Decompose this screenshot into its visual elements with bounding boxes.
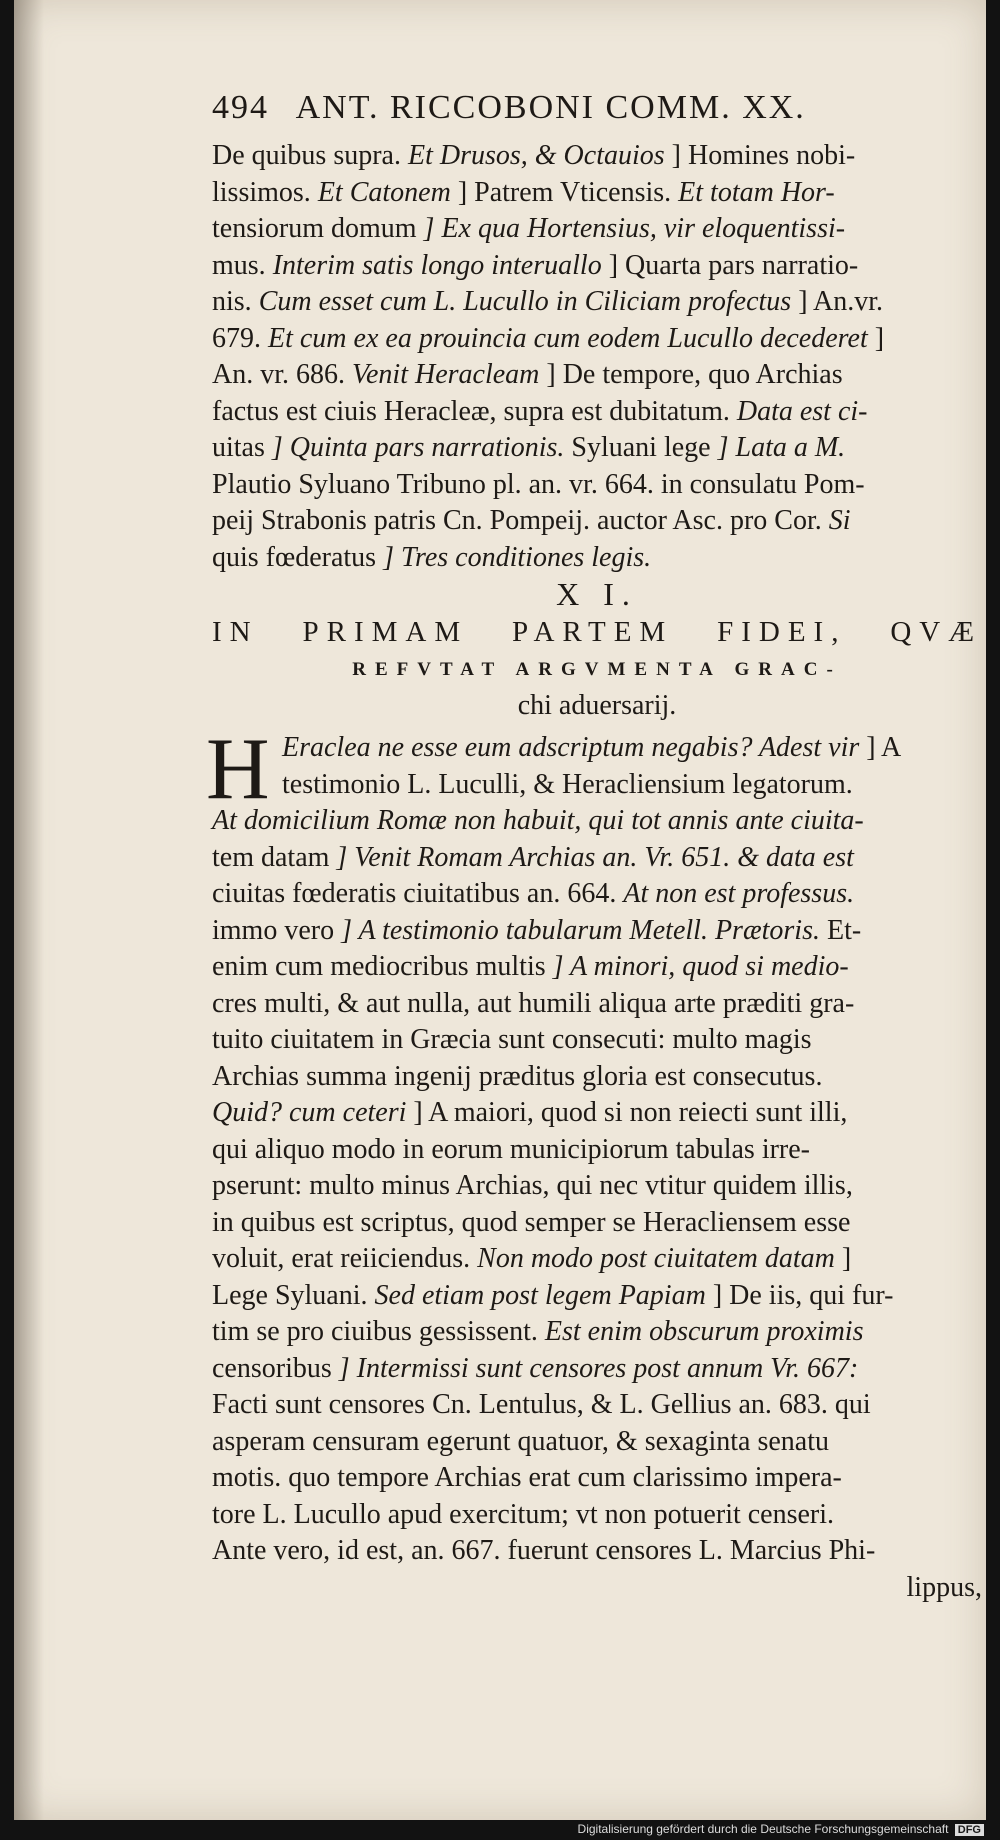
text-line: immo vero ] A testimonio tabularum Metell. Prætoris. Et- <box>212 914 862 946</box>
text-line: An. vr. 686. Venit Heracleam ] De tempore, quo Archias <box>212 359 843 390</box>
section-heading-line-2: REFVTAT ARGVMENTA GRAC- <box>352 659 842 680</box>
commentary-paragraph-2 <box>206 721 982 1606</box>
drop-cap-initial: H <box>206 721 270 818</box>
text-line: tore L. Lucullo apud exercitum; vt non potuerit censeri. <box>212 1498 835 1530</box>
running-head <box>212 88 982 128</box>
text-line: peij Strabonis patris Cn. Pompeij. auctor Asc. pro Cor. Si <box>212 505 851 536</box>
text-line: censoribus ] Intermissi sunt censores post annum Vr. 667: <box>212 1352 859 1384</box>
text-line: tensiorum domum ] Ex qua Hortensius, vir eloquentissi- <box>212 213 846 244</box>
text-line: voluit, erat reiiciendus. Non modo post ciuitatem datam ] <box>212 1243 852 1274</box>
section-number: X I. <box>556 576 638 612</box>
book-page <box>14 0 986 1820</box>
text-line: uitas ] Quinta pars narrationis. Syluani lege ] Lata a M. <box>212 432 846 463</box>
text-line: mus. Interim satis longo interuallo ] Quarta pars narratio- <box>212 249 859 281</box>
text-line: asperam censuram egerunt quatuor, & sexaginta senatu <box>212 1425 829 1457</box>
text-line: Archias summa ingenij præditus gloria est consecutus. <box>212 1060 823 1092</box>
text-line: lippus, <box>906 1571 982 1603</box>
text-line: tuito ciuitatem in Græcia sunt consecuti: multo magis <box>212 1024 812 1055</box>
text-line: Quid? cum ceteri ] A maiori, quod si non reiecti sunt illi, <box>212 1097 848 1128</box>
text-line: Plautio Syluano Tribuno pl. an. vr. 664. in consulatu Pom- <box>212 468 865 500</box>
text-line: Ante vero, id est, an. 667. fuerunt censores L. Marcius Phi- <box>212 1535 876 1566</box>
gutter-shadow <box>14 0 44 1820</box>
commentary-paragraph-1 <box>212 138 982 576</box>
text-line: tem datam ] Venit Romam Archias an. Vr. 651. & data est <box>212 841 854 873</box>
text-line: nis. Cum esset cum L. Lucullo in Ciliciam profectus ] An.vr. <box>212 286 883 317</box>
text-line: Facti sunt censores Cn. Lentulus, & L. Gellius an. 683. qui <box>212 1389 871 1420</box>
text-line: At domicilium Romæ non habuit, qui tot annis ante ciuita- <box>212 805 864 836</box>
text-line: cres multi, & aut nulla, aut humili aliqua arte præditi gra- <box>212 987 855 1019</box>
text-line: factus est ciuis Heracleæ, supra est dubitatum. Data est ci- <box>212 395 868 427</box>
text-line: quis fœderatus ] Tres conditiones legis. <box>212 541 652 573</box>
credit-text: Digitalisierung gefördert durch die Deutsche Forschungsgemeinschaft <box>577 1822 949 1836</box>
text-line: pserunt: multo minus Archias, qui nec vtitur quidem illis, <box>212 1170 853 1201</box>
text-line: Eraclea ne esse eum adscriptum negabis? Adest vir ] A <box>282 732 902 763</box>
commentary-text <box>206 138 982 1606</box>
section-heading-line-3: chi aduersarij. <box>517 690 677 721</box>
text-line: lissimos. Et Catonem ] Patrem Vticensis. Et totam Hor- <box>212 176 835 208</box>
text-line: De quibus supra. Et Drusos, & Octauios ] Homines nobi- <box>212 140 856 171</box>
text-line: in quibus est scriptus, quod semper se Heracliensem esse <box>212 1206 851 1238</box>
text-line: 679. Et cum ex ea prouincia cum eodem Lucullo decederet ] <box>212 322 885 354</box>
text-line: testimonio L. Luculli, & Heracliensium legatorum. <box>282 768 853 800</box>
digitization-credit <box>578 1822 984 1836</box>
text-line: Lege Syluani. Sed etiam post legem Papiam ] De iis, qui fur- <box>212 1279 894 1311</box>
running-title: ANT. RICCOBONI COMM. XX. <box>295 89 806 126</box>
text-line: motis. quo tempore Archias erat cum clarissimo impera- <box>212 1462 842 1493</box>
text-line: enim cum mediocribus multis ] A minori, quod si medio- <box>212 951 849 982</box>
page-number: 494 <box>212 89 269 126</box>
text-line: qui aliquo modo in eorum municipiorum tabulas irre- <box>212 1133 810 1165</box>
section-heading-line-1: IN PRIMAM PARTEM FIDEI, QVÆ <box>212 616 982 648</box>
text-line: tim se pro ciuibus gessissent. Est enim obscurum proximis <box>212 1316 864 1347</box>
dfg-logo: DFG <box>955 1824 984 1836</box>
text-line: ciuitas fœderatis ciuitatibus an. 664. At non est professus. <box>212 878 855 909</box>
